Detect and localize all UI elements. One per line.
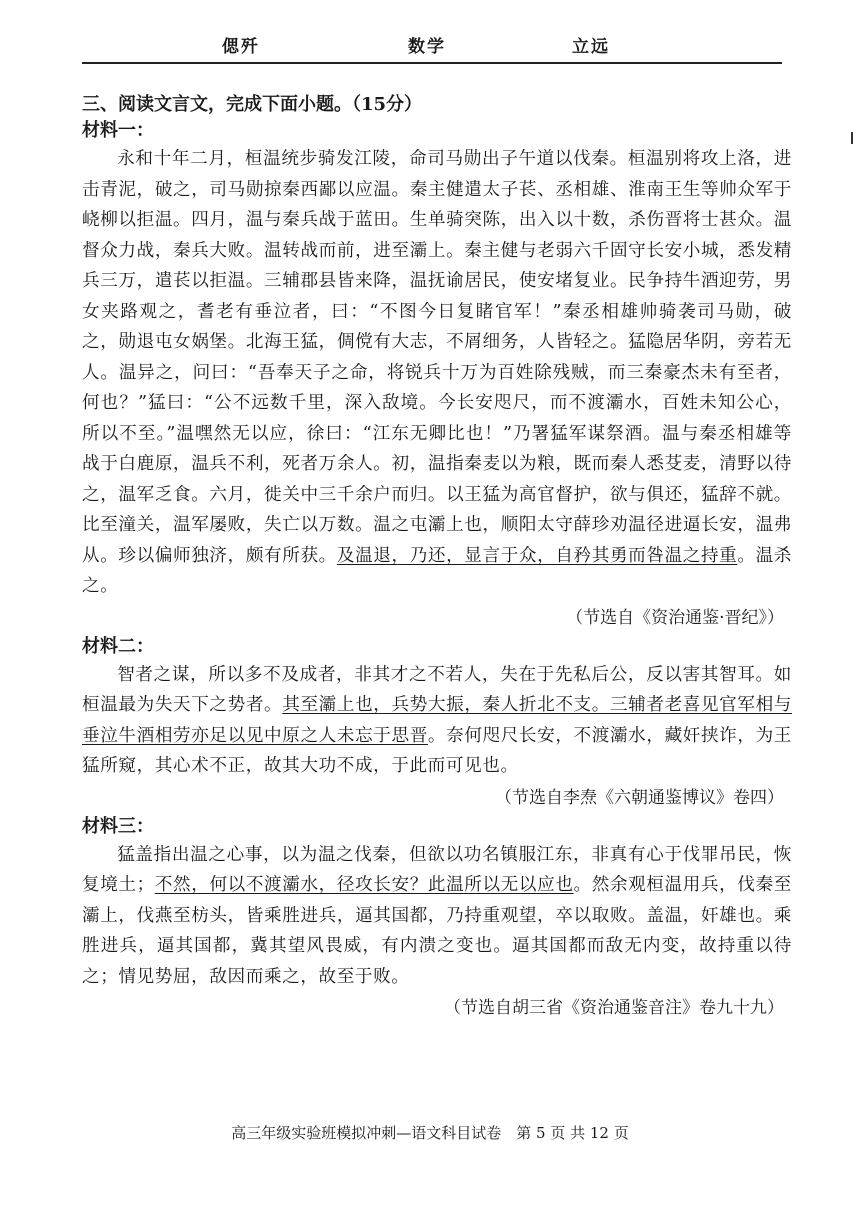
material1-source: （节选自《资治通鉴·晋纪》） [566, 607, 784, 628]
page-footer: 高三年级实验班模拟冲刺—语文科目试卷 第 5 页 共 12 页 [231, 1124, 629, 1142]
material1-underlined: 及温退，乃还，显言于众，自矜其勇而咎温之持重 [336, 545, 738, 566]
header-divider [82, 62, 782, 64]
material3-text-after: 。然余观桓温用兵，伐秦至灞上，伐燕至枋头，皆乘胜进兵，逼其国都，乃持重观望，卒以取败。盖温，奸雄也。乘胜进兵，逼其国都，冀其望风畏威，有内溃之变也。逼其国都而敌无内变，故持重以待之；情见势屈，敌因而乘之，故至于败。 [82, 875, 792, 987]
material2-text [82, 660, 792, 782]
header-middle-text: 数学 [408, 37, 446, 57]
material2-title: 材料二： [82, 635, 154, 657]
material1-text [82, 144, 792, 602]
material2-source: （节选自李焘《六朝通鉴博议》卷四） [495, 787, 784, 808]
material3-underlined: 不然，何以不渡灞水，径攻长安？此温所以无以应也 [154, 875, 574, 895]
material1-title: 材料一： [82, 120, 154, 141]
material2-text-after: 。奈何咫尺长安，不渡灞水，藏奸挟诈，为王猛所窥，其心术不正，故其大功不成，于此而可见也。 [82, 725, 792, 776]
section-title: 三、阅读文言文，完成下面小题。（15分） [82, 94, 423, 115]
edge-mark [851, 132, 853, 144]
material1-text-after: 。温杀之。 [82, 545, 792, 596]
material3-text-before: 猛盖指出温之心事，以为温之伐秦，但欲以功名镇服江东，非真有心于伐罪吊民，恢复境土； [82, 844, 792, 895]
exam-content [82, 92, 792, 1024]
material3-text [82, 840, 792, 993]
material3-title: 材料三： [82, 815, 154, 837]
material1-text-before: 永和十年二月，桓温统步骑发江陵，命司马勋出子午道以伐秦。桓温别将攻上洛，进击青泥，破之，司马勋掠秦西鄙以应温。秦主健遣太子苌、丞相雄、淮南王生等帅众军于峣柳以拒温。四月，温与秦兵战于蓝田。生单骑突陈，出入以十数，杀伤晋将士甚众。温督众力战，秦兵大败。温转战而前，进至灞上。秦主健与老弱六千固守长安小城，悉发精兵三万，遣苌以拒温。三辅郡县皆来降，温抚谕居民，使安堵复业。民争持牛酒迎劳，男女夹路观之，耆老有垂泣者，曰：“不图今日复睹官军！”秦丞相雄帅骑袭司马勋，破之，勋退屯女娲堡。北海王猛，倜傥有大志，不屑细务，人皆轻之。猛隐居华阴，旁若无人。温异之，问曰：“吾奉天子之命，将锐兵十万为百姓除残贼，而三秦豪杰未有至者，何也？”猛曰：“公不远数千里，深入敌境。今长安咫尺，而不渡灞水，百姓未知公心，所以不至。”温嘿然无以应，徐曰：“江东无卿比也！”乃署猛军谋祭酒。温与秦丞相雄等战于白鹿原，温兵不利，死者万余人。初，温指秦麦以为粮，既而秦人悉芟麦，清野以待之，温军乏食。六月，徙关中三千余户而归。以王猛为高官督护，欲与俱还，猛辞不就。比至潼关，温军屡败，失亡以万数。温之屯灞上也，顺阳太守薛珍劝温径进逼长安，温弗从。珍以偏师独济，颇有所获。 [82, 149, 792, 566]
material2-underlined: 其至灞上也，兵势大振，秦人折北不支。三辅者老喜见官军相与垂泣牛酒相劳亦足以见中原之人未忘于思晋 [82, 695, 792, 746]
header-left-text: 偲歼 [222, 37, 260, 57]
material3-source: （节选自胡三省《资治通鉴音注》卷九十九） [444, 998, 784, 1018]
material2-text-before: 智者之谋，所以多不及成者，非其才之不若人，失在于先私后公，反以害其智耳。如桓温最为失天下之势者。 [82, 664, 792, 715]
header-right-text: 立远 [572, 37, 610, 57]
